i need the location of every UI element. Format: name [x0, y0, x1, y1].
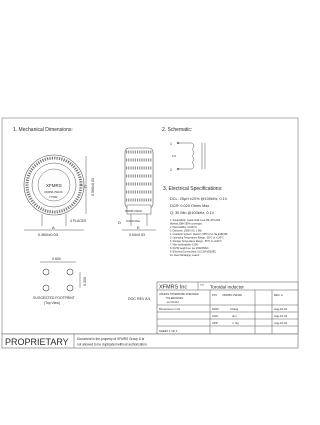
dim-c-value: 0.560±0.03: [91, 178, 95, 196]
company-name: XFMRS Inc: [159, 284, 188, 291]
dimensions-unit: Dimensions in IN: [159, 307, 181, 311]
schematic-pin-2: 2: [170, 168, 172, 172]
dwn-date: Aug-16-04: [274, 307, 288, 311]
note-line: 6. Storage Temperature Range: -55°C to +130°C: [170, 240, 222, 243]
chk-date: Aug-16-04: [274, 314, 288, 318]
dim-d-label: D: [118, 220, 121, 225]
inductor-coil: [192, 143, 194, 169]
mechanical-heading: 1. Mechanical Dimensions:: [13, 127, 73, 133]
dim-c-label: C: [84, 184, 87, 189]
schematic-heading: 2. Schematic:: [162, 127, 193, 133]
footprint-dim-top-value: 0.600: [52, 257, 61, 261]
toroid-date-code: YYWW: [49, 196, 58, 199]
note-line: Method 208H (95% coverage): [170, 222, 202, 226]
electrical-heading: 3. Electrical Specifications:: [163, 186, 223, 192]
footprint-diagram: [40, 262, 80, 291]
pins-note: 4 PLACES: [70, 219, 87, 223]
footprint-caption-view: (Top View): [44, 301, 60, 305]
toroid-brand: XFMRS: [46, 183, 62, 188]
pn-value: XF0056-VW100: [222, 293, 242, 297]
proprietary-label: PROPRIETARY: [5, 337, 69, 347]
drawing-title: Toroidal Inductor: [210, 284, 244, 290]
dim-e-value: 0.63±0.03: [129, 233, 145, 237]
dim-a-value: 0.850±0.03: [38, 232, 58, 237]
note-line: 2. Flammability: UL94V-0: [170, 226, 197, 229]
rev-label: REV. A: [274, 293, 283, 297]
proprietary-notice-line1: Document is the property of XFMRS Group & is: [77, 337, 145, 341]
footprint-pad: [43, 285, 49, 291]
schematic-pin-1: 1: [170, 142, 172, 146]
app-label: APP.: [212, 321, 219, 325]
footprint-caption: SUGGESTED FOOTPRINT: [33, 296, 75, 300]
schematic-lo: LO: [172, 154, 177, 158]
note-line: 4. Insulation System: Class F (155°C) UL file E151556: [170, 233, 228, 236]
dwn-by: Chang: [230, 307, 239, 311]
footprint-dim-side-value: 0.300: [83, 277, 87, 286]
dim-e-label: E: [137, 225, 140, 230]
note-line: 5. Operating Temperature Range: -55°C to +130°C: [170, 236, 224, 240]
note-line: 1. Solderability: Leads shall meet MIL-STD-202,: [170, 219, 221, 222]
sheet-number: SHEET 1 OF 1: [159, 329, 178, 333]
note-line: 10. Reel Packaging: Lead 2: [170, 254, 200, 257]
spec-dcl: DCL: 25µH ±20% @100kHz, 0.1V: [170, 197, 228, 201]
note-line: 8. RoHS Lead Free: per 2002/95/EC: [170, 247, 209, 250]
notes-list: [170, 219, 228, 257]
pn-label: P/N:: [212, 293, 218, 297]
note-line: 9. Electrical Connectivity: UL/CSA/VDE/IEC: [170, 250, 217, 254]
doc-rev: DOC REV A/1: [128, 297, 151, 301]
footprint-pad: [67, 285, 73, 291]
chk-label: CHK.: [212, 314, 219, 318]
toroid-part-number: XF0056-VW100: [44, 191, 63, 194]
app-date: Aug-16-04: [274, 321, 288, 325]
footprint-pad: [67, 269, 73, 275]
toroid-side-view: [125, 148, 153, 226]
footprint-pad: [43, 269, 49, 275]
app-by: J. Ng: [232, 321, 239, 325]
schematic-diagram: [177, 142, 205, 170]
unless-specified: UNLESS OTHERWISE SPECIFIED: [159, 293, 199, 296]
note-line: 7. Wire solderability: 100%: [170, 243, 199, 247]
chk-by: Jun: [232, 314, 237, 318]
spec-dcr: DCR: 0.020 Ohms Max: [170, 204, 210, 208]
tolerance-value: .xxx ±0.010: [166, 301, 179, 304]
note-line: 3. Dielectric: 1000V AC, 1 Min: [170, 229, 202, 233]
side-base-label: XF0056-VW100: [125, 210, 143, 213]
dwn-label: DWN.: [212, 307, 220, 311]
dim-max-value: 0.060 Max: [126, 219, 141, 223]
spec-q: Q: 30 Min @100kHz, 0.1V: [170, 211, 215, 215]
title-label: Title: [200, 284, 205, 287]
tolerances-label: TOLERANCES:: [166, 297, 184, 300]
proprietary-notice-line2: not allowed to be duplicated without authorization.: [77, 342, 148, 347]
dim-a-label: A: [52, 225, 55, 230]
